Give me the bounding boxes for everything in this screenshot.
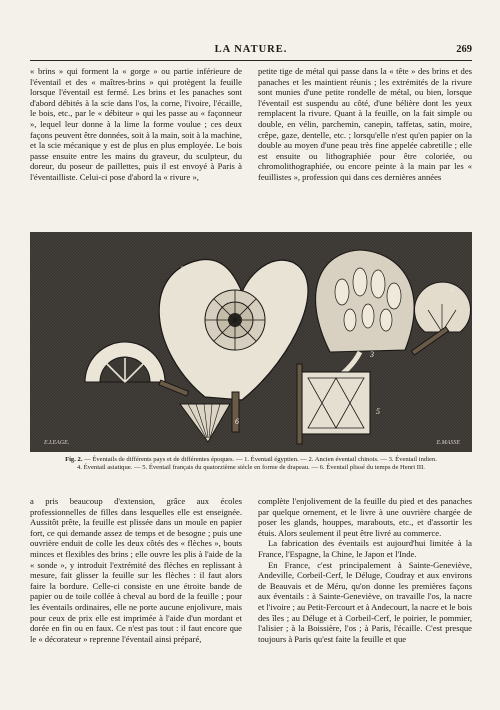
figure-number: 1 (108, 350, 112, 359)
caption-line: 4. Éventail asiatique. — 5. Éventail français du quatorzième siècle en forme de drapeau. — 6. Éventail plissé du temps de Henri III. (77, 464, 425, 471)
journal-title: LA NATURE. (214, 44, 288, 55)
paragraph: petite tige de métal qui passe dans la « tête » des brins et des panaches et les maintient réunis ; les extrémités de la rivure sont munies d'une petite rondelle de métal, ou bien, lorsque l'éventail est suspendu au côté, d'une bélière dont les yeux remplacent la rivure. Quant à la feuille, on la fait simple ou double, en vélin, parchemin, canepin, taffetas, satin, moire, crêpe, gaze, dentelle, etc. ; lorsqu'elle n'est qu'en papier on la double au moyen d'une peau très fine appelée cabretille ; elle est ensuite ou lithographiée pour être coloriée, ou chromolithographiée, ou encore peinte à la main par les « feuillistes », profession qui dans ces dernières années (258, 66, 472, 182)
paragraph: complète l'enjolivement de la feuille du pied et des panaches par quelque ornement, et le livre à une ouvrière chargée de poser les glands, houppes, marabouts, etc., et d'assortir les étuis. Alors seulement il peut être livré au commerce. (258, 496, 472, 538)
figure-number: 3 (370, 350, 374, 359)
paragraph: En France, c'est principalement à Sainte-Geneviève, Andeville, Corbeil-Cerf, le Déluge, Coudray et aux environs de Beauvais et de Méru, qu'on donne les premières façons aux éventails : à Sainte-Geneviève, on travaille l'os, la nacre et l'ivoire ; au Petit-Fercourt et à Andecourt, la nacre et le bois des îles ; au Déluge et à Corbeil-Cerf, le poirier, le pommier, l'alisier ; à la Boissière, l'os ; à Paris, l'écaille. C'est presque toujours à Paris qu'est faite la feuille et que (258, 559, 472, 644)
flag-fan-drawing (297, 364, 370, 444)
paragraph: a pris beaucoup d'extension, grâce aux écoles professionnelles de filles dans lesquelles elle est enseignée. Aussitôt prête, la feuille est plissée dans un moule en papier fort, ce qui demande assez de temps et de besogne ; puis une ouvrière enduit de colle les deux côtés des « flèches », bouts minces et flexibles des brins ; elle ouvre les plis à l'aide de la « sonde », y introduit l'extrémité des flèches en replissant à mesure, fait glisser la feuille sur les flèches : il faut alors faire la bordure. Celle-ci consiste en une étroite bande de papier ou de toile collée à cheval au bord de la feuille ; pour les éventails ordinaires, elle ne porte aucune enjolivure, mais pour ceux de prix elle est imprimée à l'aide d'un mordant et dorée en fin ou en faux. Ce n'est pas tout : il faut encore que le « décorateur » reprenne l'éventail ainsi préparé, (30, 496, 242, 644)
figure-number: 6 (235, 417, 239, 426)
figure-number: 5 (376, 407, 380, 416)
engraver-credit: E.LEAGE. (44, 440, 70, 446)
text-column-top-right (258, 66, 472, 216)
page-number: 269 (456, 44, 472, 55)
figure-number: 2 (180, 265, 184, 274)
figure-caption (30, 456, 472, 472)
fan-illustration (30, 232, 472, 452)
figure-number: 4 (450, 285, 454, 294)
text-column-top-left (30, 66, 242, 216)
artist-credit: E.MASSE (436, 440, 460, 446)
paragraph: La fabrication des éventails est aujourd'hui limitée à la France, l'Espagne, la Chine, le Japon et l'Inde. (258, 538, 472, 559)
caption-line: — Éventails de différents pays et de différentes époques. — 1. Éventail égyptien. — 2. Ancien éventail chinois. — 3. Éventail indien. (82, 456, 437, 463)
fan-engraving-figure (30, 232, 472, 452)
paragraph: « brins » qui forment la « gorge » ou partie inférieure de l'éventail et des « maîtres-brins » qui protègent la feuille lorsque l'éventail est fermé. Les brins et les panaches sont d'abord débités à la scie dans l'os, la corne, l'ivoire, l'écaille, le bois, etc., par le « débiteur » qui les passe au « façonneur », lequel leur donne à la lime la forme voulue ; ces deux façons peuvent être données, soit à la main, soit à la machine, et la scie mécanique y est de plus en plus employée. Le bois passe ensuite entre les mains du graveur, du sculpteur, du doreur, du poseur de paillettes, puis il est envoyé à Paris à l'éventailliste. Celui-ci pose d'abord la « rivure », (30, 66, 242, 182)
running-header (30, 44, 472, 61)
text-column-bottom-left (30, 496, 242, 701)
text-column-bottom-right (258, 496, 472, 701)
caption-label: Fig. 2. (65, 456, 83, 463)
